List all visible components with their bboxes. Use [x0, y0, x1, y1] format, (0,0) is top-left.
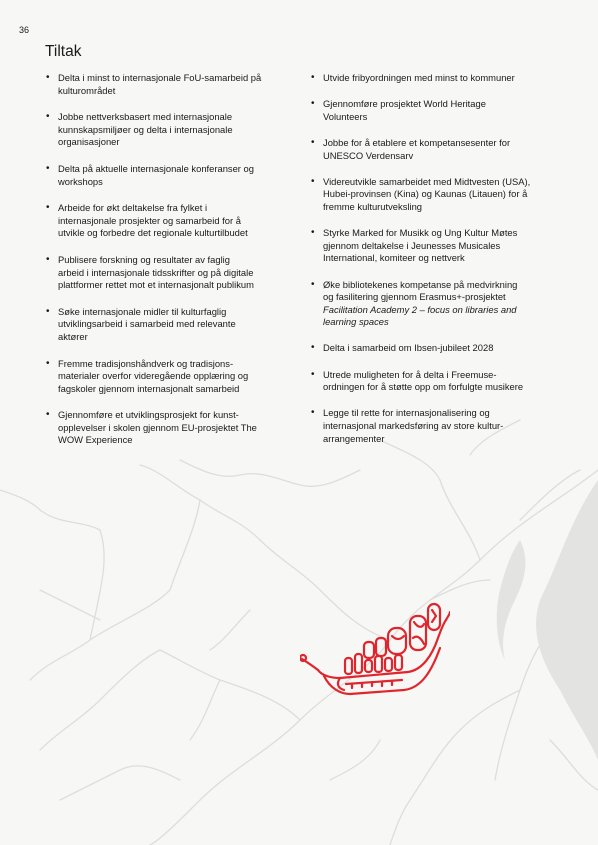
list-item-line: workshops [58, 175, 103, 187]
list-item-line: plattformer rettet mot et internasjonalt publikum [58, 279, 254, 291]
list-item-line: • Gjennomføre et utviklingsprosjekt for kunst- [58, 409, 239, 421]
list-item [46, 306, 291, 344]
list-item-line: • Delta på aktuelle internasjonale konferanser og [58, 162, 254, 174]
list-item-line: UNESCO Verdensarv [323, 149, 414, 161]
list-item-line: organisasjoner [58, 136, 120, 148]
list-item-line: • Jobbe for å etablere et kompetansesenter for [323, 136, 511, 148]
list-item-line: ordningen for å støtte opp om forfulgte musikere [323, 381, 524, 393]
list-item-line: arrangementer [323, 432, 385, 444]
list-item-line: aktører [58, 330, 88, 342]
list-item [311, 407, 558, 445]
list-item-line: internasjonale prosjekter og samarbeid for å [58, 214, 241, 226]
list-item-line: Volunteers [323, 110, 368, 122]
list-item [46, 163, 291, 188]
list-item [311, 98, 558, 123]
list-item-line: WOW Experience [58, 434, 133, 446]
list-item-line: • Gjennomføre prosjektet World Heritage [323, 98, 486, 110]
list-item [311, 137, 558, 162]
list-item [46, 202, 291, 240]
list-item [46, 72, 291, 97]
list-item-line: • Utvide fribyordningen med minst to kommuner [323, 72, 515, 83]
page-title: Tiltak [45, 43, 82, 60]
list-item [46, 254, 291, 292]
list-item-line: • Jobbe nettverksbasert med internasjonale [58, 111, 233, 123]
list-item-line: • Publisere forskning og resultater av faglig [58, 253, 230, 265]
list-item-line: • Videreutvikle samarbeidet med Midtvesten (USA), [323, 175, 531, 187]
list-item-line: • Utrede muligheten for å delta i Freemuse- [323, 368, 497, 380]
list-item-line: og fasilitering gjennom Erasmus+-prosjektet [323, 291, 506, 303]
list-item [311, 342, 558, 355]
list-item [311, 72, 558, 85]
list-item-line: • Delta i samarbeid om Ibsen-jubileet 2028 [323, 342, 494, 354]
list-item-line: fremme kulturutveksling [323, 200, 422, 212]
action-list-left [46, 72, 291, 461]
list-item [46, 358, 291, 396]
list-item-line: fagskoler gjennom internasjonalt samarbeid [58, 382, 240, 394]
list-item [311, 227, 558, 265]
list-item-line: opplevelser i skolen gjennom EU-prosjektet The [58, 421, 257, 433]
list-item-line: Hubei-provinsen (Kina) og Kaunas (Litauen) for å [323, 188, 528, 200]
list-item-line: kulturområdet [58, 84, 116, 96]
list-item-line: Facilitation Academy 2 – focus on libraries and [323, 303, 517, 315]
rock-carving-ship-emblem [300, 598, 450, 728]
list-item [311, 279, 558, 329]
list-item-line: • Delta i minst to internasjonale FoU-samarbeid på [58, 72, 262, 83]
page-number: 36 [19, 25, 30, 35]
list-item-line: • Legge til rette for internasjonalisering og [323, 407, 490, 419]
list-item-line: learning spaces [323, 316, 389, 328]
list-item-line: arbeid i internasjonale tidsskrifter og på digitale [58, 266, 254, 278]
list-item-line: internasjonal markedsføring av store kultur- [323, 420, 504, 432]
list-item-line: • Øke bibliotekenes kompetanse på medvirkning [323, 278, 518, 290]
list-item-line: utvikle og forbedre det regionale kulturtilbudet [58, 227, 248, 239]
list-item-line: gjennom deltakelse i Jeunesses Musicales [323, 239, 501, 251]
list-item [46, 409, 291, 447]
list-item-line: kunnskapsmiljøer og delta i internasjonale [58, 123, 233, 135]
list-item-line: • Arbeide for økt deltakelse fra fylket i [58, 202, 208, 214]
list-item-line: • Styrke Marked for Musikk og Ung Kultur Møtes [323, 227, 518, 239]
list-item [311, 176, 558, 214]
list-item-line: International, komiteer og nettverk [323, 252, 465, 264]
list-item-line: • Søke internasjonale midler til kulturfaglig [58, 305, 227, 317]
list-item [46, 111, 291, 149]
list-item [311, 369, 558, 394]
list-item-line: materialer overfor videregående opplæring og [58, 370, 249, 382]
action-list-right [311, 72, 558, 459]
list-item-line: • Fremme tradisjonshåndverk og tradisjons- [58, 357, 234, 369]
list-item-line: utviklingsarbeid i samarbeid med relevante [58, 318, 236, 330]
